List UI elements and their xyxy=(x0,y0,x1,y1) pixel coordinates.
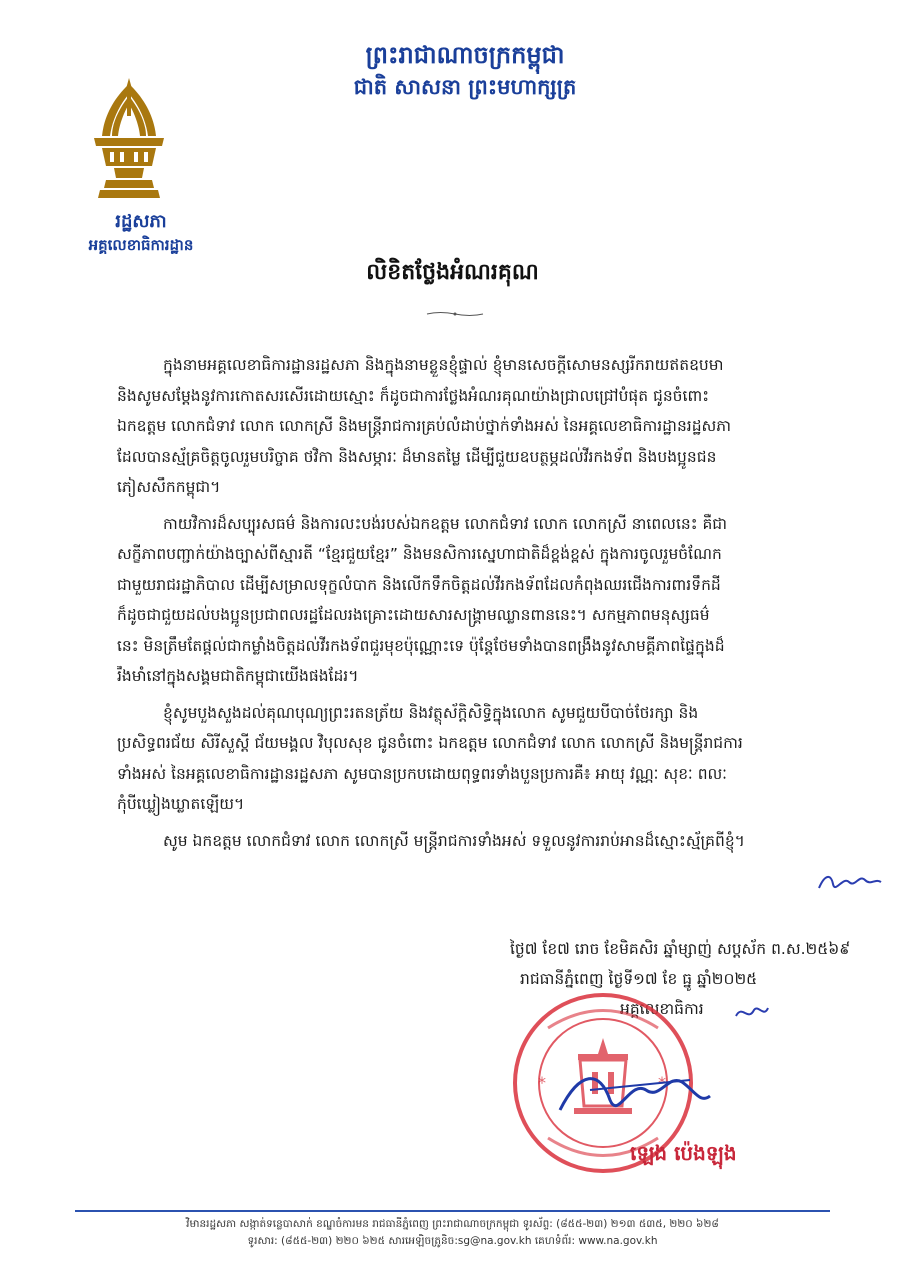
paragraph-4 xyxy=(117,826,857,857)
body-line: ក្នុងនាមអគ្គលេខាធិការដ្ឋានរដ្ឋសភា និងក្នុងនាមខ្លួនខ្ញុំផ្ទាល់ ខ្ញុំមានសេចក្តីសោមនស្សរីករាយឥតឧបមា xyxy=(163,356,724,374)
royal-crown-emblem-icon xyxy=(84,76,174,201)
body-line: ខ្ញុំសូមបួងសួងដល់គុណបុណ្យព្រះរតនត្រ័យ និងវត្ថុស័ក្តិសិទ្ធិក្នុងលោក សូមជួយបីបាច់ថែរក្សា និង xyxy=(163,703,699,722)
letter-body xyxy=(117,350,857,862)
body-line: នេះ មិនត្រឹមតែផ្តល់ជាកម្លាំងចិត្តដល់វីរកងទ័ពជួរមុខប៉ុណ្ណោះទេ ប៉ុន្តែថែមទាំងបានពង្រឹងនូវសាមគ្គីភាពផ្ទៃក្នុងដ៏ xyxy=(117,636,725,655)
lunar-date: ថ្ងៃ៧ ខែ៧ រោច ខែមិគសិរ ឆ្នាំម្សាញ់ សប្តស័ក ព.ស.២៥៦៩ xyxy=(510,940,851,958)
body-line: សូម ឯកឧត្តម លោកជំទាវ លោក លោកស្រី មន្ត្រីរាជការទាំងអស់ ទទួលនូវការរាប់អានដ៏ស្មោះស្ម័គ្រពីខ្ញុំ។ xyxy=(163,831,745,850)
kingdom-header xyxy=(300,38,630,102)
ministry-block xyxy=(66,210,216,256)
body-line: ប្រសិទ្ធពរជ័យ សិរីសួស្តី ជ័យមង្គល វិបុលសុខ ជូនចំពោះ ឯកឧត្តម លោកជំទាវ លោក លោកស្រី និងមន្ត្រីរាជការ xyxy=(117,734,743,752)
kingdom-motto: ជាតិ សាសនា ព្រះមហាក្សត្រ xyxy=(353,75,577,99)
signer-name: ឡេង ប៉េងឡុង xyxy=(630,1141,737,1165)
body-line: ជាមួយរាជរដ្ឋាភិបាល ដើម្បីសម្រាលទុក្ខលំបាក និងលើកទឹកចិត្តដល់វីរកងទ័ពដែលកំពុងឈរជើងការពារទឹកដី xyxy=(117,575,721,594)
footer-address: វិមានរដ្ឋសភា សង្កាត់ទន្លេបាសាក់ ខណ្ឌចំការមន រាជធានីភ្នំពេញ ព្រះរាជាណាចក្រកម្ពុជា ទូរស័ព្ទ: (៨៥៥-២៣) ២១៣ ៥៣៥, ២២០ ៦២៨ xyxy=(186,1218,719,1230)
handwritten-signature-icon xyxy=(550,1060,720,1130)
body-line: និងសូមសម្តែងនូវការកោតសរសើរដោយស្មោះ ក៏ដូចជាការថ្លែងអំណរគុណយ៉ាងជ្រាលជ្រៅបំផុត ជូនចំពោះ xyxy=(117,386,710,405)
svg-text:*: * xyxy=(658,1073,666,1092)
body-line: ដែលបានស្ម័គ្រចិត្តចូលរួមបរិច្ចាគ ថវិកា និងសម្ភារៈ ដ៏មានតម្លៃ ដើម្បីជួយឧបត្ថម្ភដល់វីរកងទ័ព និងបងប្អូនជន xyxy=(117,447,717,466)
kingdom-title: ព្រះរាជាណាចក្រកម្ពុជា xyxy=(365,41,565,69)
position-initial-icon xyxy=(732,998,772,1028)
divider-ornament-icon xyxy=(425,310,485,318)
footer xyxy=(75,1216,830,1250)
body-line: កុំបីឃ្លៀងឃ្លាតឡើយ។ xyxy=(117,795,245,813)
body-line: សក្ខីភាពបញ្ជាក់យ៉ាងច្បាស់ពីស្មារតី “ខ្មែរជួយខ្មែរ” និងមនសិការស្នេហាជាតិដ៏ខ្ពង់ខ្ពស់ ក្នុងការចូលរួមចំណែក xyxy=(117,545,722,563)
body-line: ភៀសសឹកកម្ពុជា។ xyxy=(117,478,221,496)
paragraph-2 xyxy=(117,509,857,692)
footer-contact: ទូរសារ: (៨៥៥-២៣) ២២០ ៦២៥ សារអេឡិចត្រូនិច:sg@na.gov.kh គេហទំព័រ: www.na.gov.kh xyxy=(247,1235,658,1247)
body-line: ទាំងអស់ នៃអគ្គលេខាធិការដ្ឋានរដ្ឋសភា សូមបានប្រកបដោយពុទ្ធពរទាំងបួនប្រការគឺ៖ អាយុ វណ្ណៈ សុខៈ ពលៈ xyxy=(117,764,728,783)
body-line: រឹងមាំនៅក្នុងសង្គមជាតិកម្ពុជាយើងផងដែរ។ xyxy=(117,667,359,685)
body-line: កាយវិការដ៏សប្បុរសធម៌ និងការលះបង់របស់ឯកឧត្តម លោកជំទាវ លោក លោកស្រី នាពេលនេះ គឺជា xyxy=(163,514,728,533)
paragraph-3 xyxy=(117,698,857,820)
body-line: ក៏ដូចជាជួយដល់បងប្អូនប្រជាពលរដ្ឋដែលរងគ្រោះដោយសារសង្គ្រាមឈ្លានពាននេះ។ សកម្មភាពមនុស្សធម៌ xyxy=(117,606,710,624)
ministry-name: រដ្ឋសភា xyxy=(115,211,167,232)
body-line: ឯកឧត្តម លោកជំទាវ លោក លោកស្រី និងមន្ត្រីរាជការគ្រប់លំដាប់ថ្នាក់ទាំងអស់ នៃអគ្គលេខាធិការដ្ឋានរដ្ឋសភា xyxy=(117,417,732,435)
paragraph-1 xyxy=(117,350,857,503)
initial-signature-icon xyxy=(815,868,885,898)
letter-title: លិខិតថ្លែងអំណរគុណ xyxy=(366,260,539,285)
ministry-department: អគ្គលេខាធិការដ្ឋាន xyxy=(88,236,194,254)
svg-text:*: * xyxy=(538,1073,546,1092)
solar-date: រាជធានីភ្នំពេញ ថ្ងៃទី១៧ ខែ ធ្នូ ឆ្នាំ២០២៥ xyxy=(520,970,758,988)
footer-divider xyxy=(75,1210,830,1212)
signer-position: អគ្គលេខាធិការ xyxy=(620,1000,704,1018)
